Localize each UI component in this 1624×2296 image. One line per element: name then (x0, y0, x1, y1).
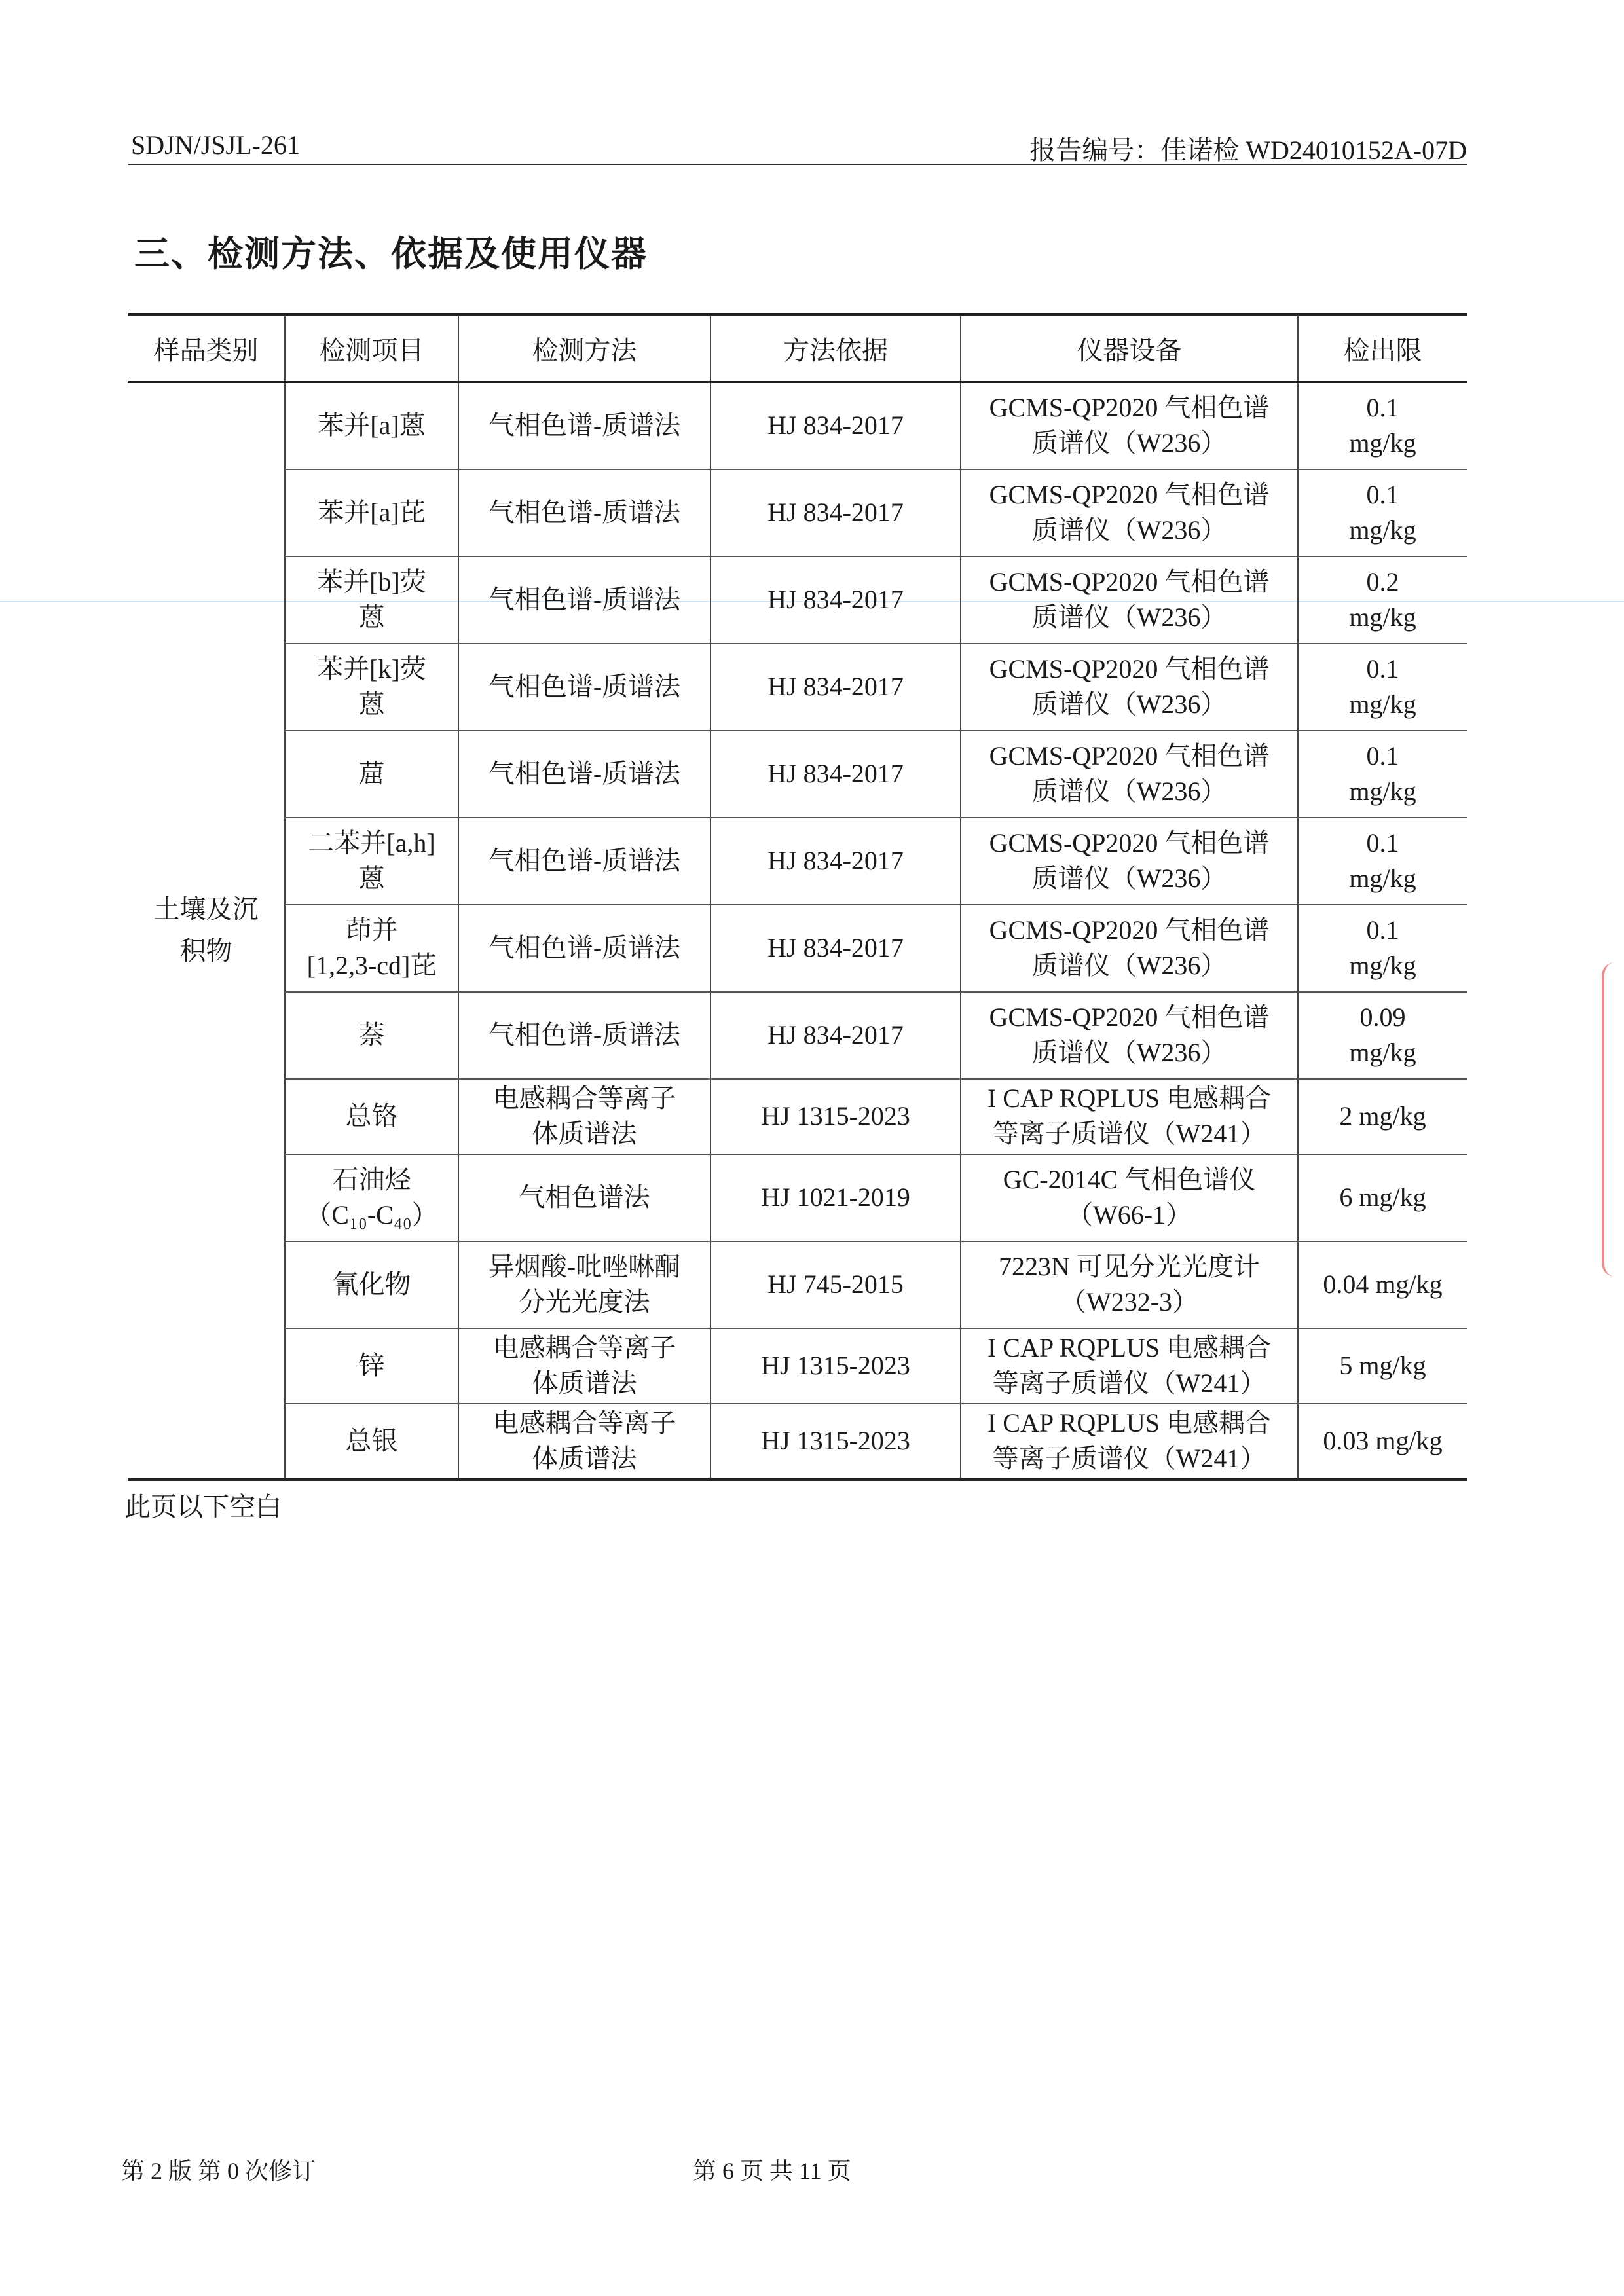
method-basis-cell: HJ 834-2017 (710, 731, 961, 818)
instrument-cell: I CAP RQPLUS 电感耦合 等离子质谱仪（W241） (961, 1328, 1298, 1404)
test-method-cell: 气相色谱法 (458, 1154, 710, 1241)
detection-limit-cell: 0.2 mg/kg (1298, 556, 1467, 644)
test-item-cell: 茚并 [1,2,3-cd]芘 (285, 905, 458, 992)
table-row (128, 382, 1467, 469)
detection-limit-cell: 0.1 mg/kg (1298, 469, 1467, 556)
instrument-cell: GCMS-QP2020 气相色谱 质谱仪（W236） (961, 731, 1298, 818)
detection-limit-cell: 0.1 mg/kg (1298, 905, 1467, 992)
col-header-test-item: 检测项目 (285, 315, 458, 382)
header-divider (128, 164, 1467, 165)
test-item-cell: 苯并[b]荧 蒽 (285, 556, 458, 644)
instrument-cell: GCMS-QP2020 气相色谱 质谱仪（W236） (961, 382, 1298, 469)
detection-limit-cell: 0.1 mg/kg (1298, 731, 1467, 818)
test-method-cell: 气相色谱-质谱法 (458, 992, 710, 1079)
instrument-cell: GCMS-QP2020 气相色谱 质谱仪（W236） (961, 905, 1298, 992)
detection-limit-cell: 5 mg/kg (1298, 1328, 1467, 1404)
method-basis-cell: HJ 1315-2023 (710, 1079, 961, 1154)
table-row (128, 1079, 1467, 1154)
test-item-cell: 总银 (285, 1404, 458, 1480)
test-item-cell: 总铬 (285, 1079, 458, 1154)
col-header-sample-type: 样品类别 (128, 315, 285, 382)
detection-limit-cell: 0.1 mg/kg (1298, 382, 1467, 469)
table-row (128, 1328, 1467, 1404)
instrument-cell: GCMS-QP2020 气相色谱 质谱仪（W236） (961, 818, 1298, 905)
detection-limit-cell: 0.03 mg/kg (1298, 1404, 1467, 1480)
method-basis-cell: HJ 834-2017 (710, 644, 961, 731)
detection-limit-cell: 0.09 mg/kg (1298, 992, 1467, 1079)
method-basis-cell: HJ 1315-2023 (710, 1328, 961, 1404)
method-basis-cell: HJ 834-2017 (710, 382, 961, 469)
test-method-cell: 气相色谱-质谱法 (458, 818, 710, 905)
table-row (128, 905, 1467, 992)
page-number: 第 6 页 共 11 页 (693, 2158, 851, 2184)
test-item-cell: 氰化物 (285, 1241, 458, 1328)
col-header-instrument: 仪器设备 (961, 315, 1298, 382)
method-basis-cell: HJ 1021-2019 (710, 1154, 961, 1241)
table-row (128, 556, 1467, 644)
table-row (128, 469, 1467, 556)
table-row (128, 818, 1467, 905)
test-method-cell: 气相色谱-质谱法 (458, 905, 710, 992)
instrument-cell: I CAP RQPLUS 电感耦合 等离子质谱仪（W241） (961, 1404, 1298, 1480)
detection-limit-cell: 0.04 mg/kg (1298, 1241, 1467, 1328)
table-header-row (128, 315, 1467, 382)
col-header-detection-limit: 检出限 (1298, 315, 1467, 382)
method-basis-cell: HJ 834-2017 (710, 905, 961, 992)
test-item-cell: 萘 (285, 992, 458, 1079)
test-method-cell: 异烟酸-吡唑啉酮 分光光度法 (458, 1241, 710, 1328)
edition-label: 第 2 版 第 0 次修订 (121, 2158, 316, 2184)
test-method-cell: 气相色谱-质谱法 (458, 644, 710, 731)
sample-category-cell: 土壤及沉 积物 (128, 382, 285, 1480)
report-number: 报告编号：佳诺检 WD24010152A-07D (1029, 136, 1467, 165)
instrument-cell: I CAP RQPLUS 电感耦合 等离子质谱仪（W241） (961, 1079, 1298, 1154)
test-method-cell: 气相色谱-质谱法 (458, 731, 710, 818)
detection-limit-cell: 6 mg/kg (1298, 1154, 1467, 1241)
detection-limit-cell: 0.1 mg/kg (1298, 644, 1467, 731)
test-method-cell: 电感耦合等离子 体质谱法 (458, 1404, 710, 1480)
test-item-cell: 苯并[a]蒽 (285, 382, 458, 469)
instrument-cell: 7223N 可见分光光度计 （W232-3） (961, 1241, 1298, 1328)
table-row (128, 1404, 1467, 1480)
instrument-cell: GC-2014C 气相色谱仪 （W66-1） (961, 1154, 1298, 1241)
method-basis-cell: HJ 834-2017 (710, 992, 961, 1079)
method-basis-cell: HJ 1315-2023 (710, 1404, 961, 1480)
detection-limit-cell: 2 mg/kg (1298, 1079, 1467, 1154)
table-row (128, 731, 1467, 818)
method-basis-cell: HJ 834-2017 (710, 469, 961, 556)
col-header-method-basis: 方法依据 (710, 315, 961, 382)
test-item-cell: 苯并[k]荧 蒽 (285, 644, 458, 731)
test-method-cell: 气相色谱-质谱法 (458, 556, 710, 644)
instrument-cell: GCMS-QP2020 气相色谱 质谱仪（W236） (961, 992, 1298, 1079)
test-item-cell: 锌 (285, 1328, 458, 1404)
test-item-cell: 䓛 (285, 731, 458, 818)
doc-code: SDJN/JSJL-261 (131, 130, 300, 160)
test-item-cell: 二苯并[a,h] 蒽 (285, 818, 458, 905)
section-title: 三、检测方法、依据及使用仪器 (134, 232, 648, 274)
test-method-cell: 电感耦合等离子 体质谱法 (458, 1079, 710, 1154)
instrument-cell: GCMS-QP2020 气相色谱 质谱仪（W236） (961, 644, 1298, 731)
test-method-cell: 气相色谱-质谱法 (458, 382, 710, 469)
method-basis-cell: HJ 745-2015 (710, 1241, 961, 1328)
table-row (128, 992, 1467, 1079)
instrument-cell: GCMS-QP2020 气相色谱 质谱仪（W236） (961, 469, 1298, 556)
col-header-test-method: 检测方法 (458, 315, 710, 382)
test-methods-table (128, 313, 1467, 1481)
instrument-cell: GCMS-QP2020 气相色谱 质谱仪（W236） (961, 556, 1298, 644)
blank-below-note: 此页以下空白 (124, 1492, 282, 1522)
table-row (128, 1241, 1467, 1328)
test-item-cell: 石油烃 （C₁₀-C₄₀） (285, 1154, 458, 1241)
method-basis-cell: HJ 834-2017 (710, 818, 961, 905)
red-seal-stamp (1602, 962, 1624, 1277)
test-method-cell: 电感耦合等离子 体质谱法 (458, 1328, 710, 1404)
method-basis-cell: HJ 834-2017 (710, 556, 961, 644)
table-row (128, 1154, 1467, 1241)
table-row (128, 644, 1467, 731)
detection-limit-cell: 0.1 mg/kg (1298, 818, 1467, 905)
test-method-cell: 气相色谱-质谱法 (458, 469, 710, 556)
test-item-cell: 苯并[a]芘 (285, 469, 458, 556)
